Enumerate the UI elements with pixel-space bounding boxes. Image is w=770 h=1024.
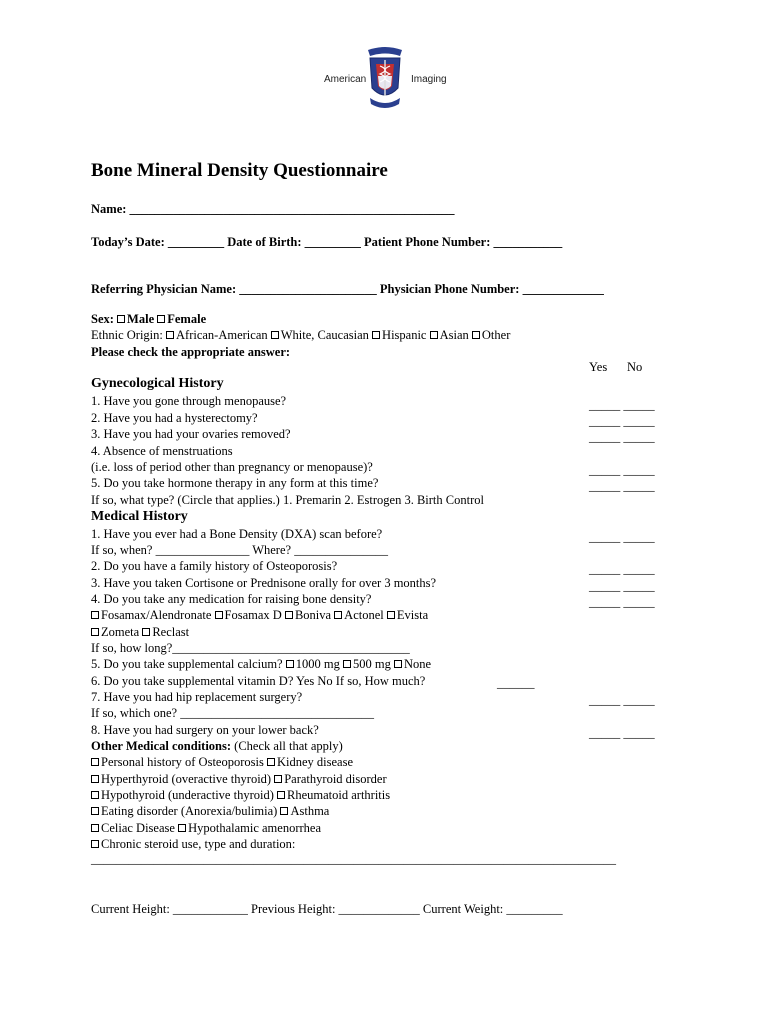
gyn-question: 3. Have you had your ovaries removed? (91, 427, 291, 441)
male-label: Male (127, 312, 155, 326)
celiac-disease-checkbox[interactable] (91, 824, 99, 832)
conditions-row (91, 788, 390, 802)
med-question: 7. Have you had hip replacement surgery? (91, 690, 303, 704)
hip-which-field[interactable]: If so, which one? _______________________________ (91, 706, 374, 720)
zometa-checkbox[interactable] (91, 628, 99, 636)
medication-label: Boniva (294, 608, 332, 622)
conditions-row (91, 837, 295, 851)
evista-checkbox[interactable] (387, 611, 395, 619)
yes-column-header: Yes (589, 360, 608, 374)
calcium-question: 5. Do you take supplemental calcium? (91, 657, 283, 671)
answer-blank[interactable]: _____ _____ (589, 430, 655, 444)
osteoporosis-history-checkbox[interactable] (91, 758, 99, 766)
chronic-steroid-checkbox[interactable] (91, 840, 99, 848)
ethnic-origin-row (91, 328, 510, 342)
ethnic-option: White, Caucasian (280, 328, 369, 342)
reclast-checkbox[interactable] (142, 628, 150, 636)
condition-label: Parathyroid disorder (284, 772, 387, 786)
ethnic-checkbox-asian[interactable] (430, 331, 438, 339)
logo-right-text: Imaging (411, 74, 447, 85)
calcium-option: 500 mg (352, 657, 391, 671)
medications-row-1 (91, 608, 428, 622)
vitamin-d-amount-blank[interactable]: ______ (497, 676, 535, 690)
gyn-question: 2. Have you had a hysterectomy? (91, 411, 258, 425)
logo-left-text: American (324, 74, 367, 85)
gyn-question: If so, what type? (Circle that applies.) 1. Premarin 2. Estrogen 3. Birth Control (91, 493, 484, 507)
steroid-details-blank[interactable]: ____________________________________________________________________________________ (91, 852, 616, 866)
condition-label: Asthma (290, 804, 330, 818)
rheumatoid-arthritis-checkbox[interactable] (277, 791, 285, 799)
answer-blank[interactable]: _____ _____ (589, 463, 655, 477)
answer-blank[interactable]: _____ _____ (589, 530, 655, 544)
page-title: Bone Mineral Density Questionnaire (91, 160, 388, 181)
kidney-disease-checkbox[interactable] (267, 758, 275, 766)
condition-label: Celiac Disease (101, 821, 175, 835)
asthma-checkbox[interactable] (280, 807, 288, 815)
calcium-none-checkbox[interactable] (394, 660, 402, 668)
med-question: 8. Have you had surgery on your lower back? (91, 723, 319, 737)
gyn-question: 5. Do you take hormone therapy in any form at this time? (91, 476, 379, 490)
gynecological-heading: Gynecological History (91, 376, 224, 391)
conditions-row (91, 821, 321, 835)
ethnic-option: Asian (439, 328, 469, 342)
hypothalamic-amenorrhea-checkbox[interactable] (178, 824, 186, 832)
sex-label: Sex: (91, 312, 114, 326)
physician-fields[interactable]: Referring Physician Name: ______________________ Physician Phone Number: _____________ (91, 282, 604, 296)
female-checkbox[interactable] (157, 315, 165, 323)
ethnic-checkbox-other[interactable] (472, 331, 480, 339)
condition-label: Rheumatoid arthritis (287, 788, 391, 802)
no-column-header: No (627, 360, 643, 374)
condition-label: Hypothalamic amenorrhea (188, 821, 321, 835)
answer-blank[interactable]: _____ _____ (589, 579, 655, 593)
ethnic-option: Hispanic (382, 328, 427, 342)
answer-blank[interactable]: _____ _____ (589, 726, 655, 740)
calcium-500-checkbox[interactable] (343, 660, 351, 668)
vitamin-d-question: 6. Do you take supplemental vitamin D? Yes No If so, How much? (91, 674, 426, 688)
med-when-where[interactable]: If so, when? _______________ Where? _______________ (91, 543, 388, 557)
answer-blank[interactable]: _____ _____ (589, 398, 655, 412)
gyn-question: (i.e. loss of period other than pregnancy or menopause)? (91, 460, 373, 474)
height-weight-fields[interactable]: Current Height: ____________ Previous Height: _____________ Current Weight: _________ (91, 902, 563, 916)
calcium-option: None (403, 657, 432, 671)
medication-label: Zometa (101, 625, 140, 639)
medication-label: Fosamax D (224, 608, 282, 622)
answer-blank[interactable]: _____ _____ (589, 479, 655, 493)
med-question: 2. Do you have a family history of Osteoporosis? (91, 559, 338, 573)
condition-label: Personal history of Osteoporosis (101, 755, 264, 769)
eating-disorder-checkbox[interactable] (91, 807, 99, 815)
medication-label: Fosamax/Alendronate (101, 608, 212, 622)
dates-phone-fields[interactable]: Today’s Date: _________ Date of Birth: _________ Patient Phone Number: ___________ (91, 235, 563, 249)
male-checkbox[interactable] (117, 315, 125, 323)
answer-blank[interactable]: _____ _____ (589, 595, 655, 609)
condition-label: Eating disorder (Anorexia/bulimia) (101, 804, 278, 818)
female-label: Female (167, 312, 207, 326)
medications-row-2 (91, 625, 189, 639)
condition-label: Chronic steroid use, type and duration: (101, 837, 296, 851)
parathyroid-checkbox[interactable] (274, 775, 282, 783)
condition-label: Hyperthyroid (overactive thyroid) (101, 772, 272, 786)
how-long-field[interactable]: If so, how long?______________________________________ (91, 641, 410, 655)
conditions-row (91, 755, 353, 769)
ethnic-option: Other (481, 328, 511, 342)
med-question: 4. Do you take any medication for raising bone density? (91, 592, 372, 606)
gyn-question: 1. Have you gone through menopause? (91, 394, 287, 408)
other-conditions-label: Other Medical conditions: (91, 739, 232, 753)
condition-label: Hypothyroid (underactive thyroid) (101, 788, 274, 802)
sex-row (91, 312, 206, 326)
answer-blank[interactable]: _____ _____ (589, 693, 655, 707)
hyperthyroid-checkbox[interactable] (91, 775, 99, 783)
fosamax-alendronate-checkbox[interactable] (91, 611, 99, 619)
other-conditions-suffix: (Check all that apply) (231, 739, 343, 753)
conditions-row (91, 804, 329, 818)
ethnic-checkbox-hispanic[interactable] (372, 331, 380, 339)
calcium-row (91, 657, 431, 671)
boniva-checkbox[interactable] (285, 611, 293, 619)
actonel-checkbox[interactable] (334, 611, 342, 619)
instructions: Please check the appropriate answer: (91, 345, 291, 359)
answer-blank[interactable]: _____ _____ (589, 414, 655, 428)
ethnic-option: African-American (176, 328, 268, 342)
med-question: 3. Have you taken Cortisone or Prednisone orally for over 3 months? (91, 576, 437, 590)
ethnic-checkbox-white[interactable] (271, 331, 279, 339)
name-field[interactable]: Name: ____________________________________________________ (91, 202, 455, 216)
ethnic-checkbox-african-american[interactable] (166, 331, 174, 339)
ethnic-label: Ethnic Origin: (91, 328, 163, 342)
gyn-question: 4. Absence of menstruations (91, 444, 233, 458)
answer-blank[interactable]: _____ _____ (589, 562, 655, 576)
medication-label: Evista (396, 608, 429, 622)
calcium-1000-checkbox[interactable] (286, 660, 294, 668)
hypothyroid-checkbox[interactable] (91, 791, 99, 799)
condition-label: Kidney disease (276, 755, 353, 769)
medication-label: Actonel (344, 608, 384, 622)
medication-label: Reclast (152, 625, 190, 639)
calcium-option: 1000 mg (295, 657, 340, 671)
fosamax-d-checkbox[interactable] (215, 611, 223, 619)
other-conditions-heading (91, 739, 343, 753)
conditions-row (91, 772, 387, 786)
med-question: 1. Have you ever had a Bone Density (DXA) scan before? (91, 527, 383, 541)
medical-heading: Medical History (91, 509, 188, 524)
